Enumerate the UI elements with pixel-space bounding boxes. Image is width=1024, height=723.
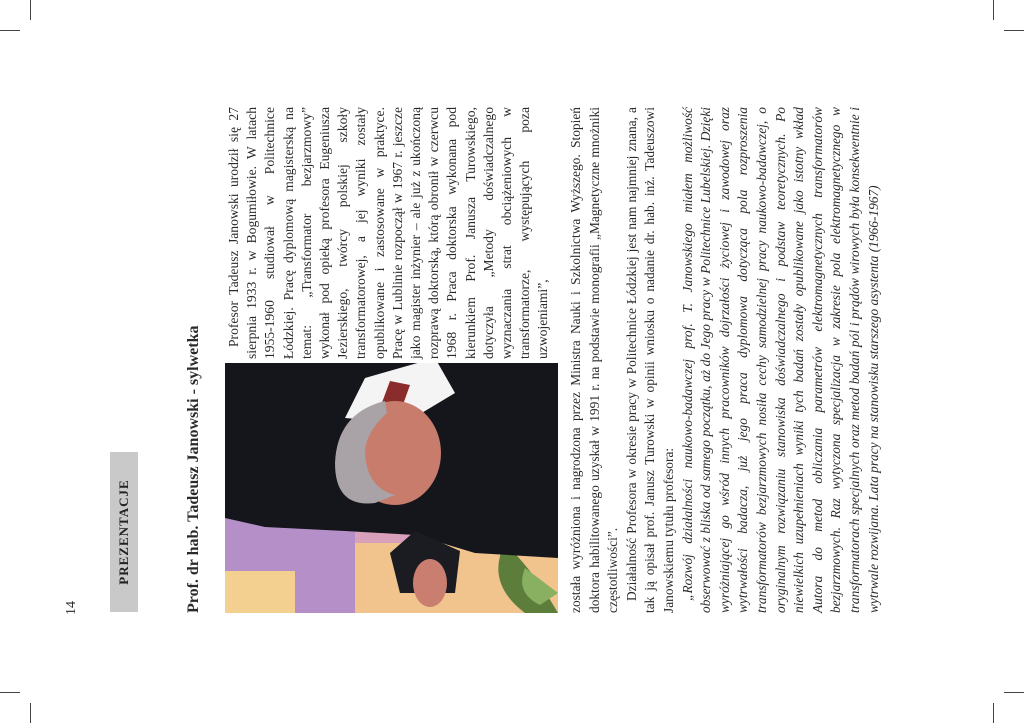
portrait-photo — [225, 363, 558, 613]
section-tag: PREZENTACJE — [110, 452, 138, 612]
article-title: Prof. dr hab. Tadeusz Janowski - sylwetka — [185, 325, 202, 613]
portrait-image — [225, 363, 558, 613]
paragraph: została wyróżniona i nagrodzona przez Ministra Nauki i Szkolnictwa Wyższego. Stopień doktora habilitowanego uzyskał w 1991 r. na podstawie monografii „Magnetyczne mnożniki częstotliwości”. — [568, 107, 621, 613]
article-body — [567, 107, 883, 613]
article-column: Profesor Tadeusz Janowski urodził się 27 sierpnia 1933 r. w Bogumiłowie. W latach 1955-1960 studiował w Politechnice Łódzkiej. Pracę dyplomową magisterską na temat: „Transformator bezjarzmowy” wykonał pod opieką profesora Eugeniusza Jezierskiego, twórcy polskiej szkoły transformatorowej, a jej wyniki zostały opublikowane i zastosowane w praktyce. Pracę w Lublinie rozpoczął w 1967 r. jeszcze jako magister inżynier – ale już z ukończoną rozprawą doktorską, którą obronił w czerwcu 1968 r. Praca doktorska wykonana pod kierunkiem Prof. Janusza Turowskiego, dotyczyła „Metody doświadczalnego wyznaczania strat obciążeniowych w transformatorze, występujących poza uzwojeniami”, — [226, 107, 551, 359]
quote-paragraph: „Rozwój działalności naukowo-badawczej prof. T. Janowskiego miałem możliwość obserwować z bliska od samego początku, aż do Jego pracy w Politechnice Lubelskiej. Dzięki wyróżniającej go wśród innych pracowników dojrzałości życiowej i zawodowej oraz wytrwałości badacza, już jego praca dyplomowa dotycząca pola rozproszenia transformatorów bezjarzmowych nosiła cechy samodzielnej pracy naukowo-badawczej, o oryginalnym rozwiązaniu stanowiska doświadczalnego i podstaw teoretycznych. Po niewielkich uzupełnieniach wyniki tych badań zostały opublikowane jako istotny wkład Autora do metod obliczania parametrów elektromagnetycznych transformatorów bezjarzmowych. Raz wytyczona specjalizacja w zakresie pola elektromagnetycznego w transformatorach specjalnych oraz metod badań pól i prądów wirowych była konsekwentnie i wytrwale rozwijana. Lata pracy na stanowisku starszego asystenta (1966-1967) — [679, 107, 881, 613]
page-number: 14 — [64, 601, 79, 615]
paragraph: Działalność Profesora w okresie pracy w Politechnice Łódzkiej jest nam najmniej znana, a tak ją opisał prof. Janusz Turowski w opinii wniosku o nadanie dr. hab. inż. Tadeuszowi Janowskiemu tytułu profesora: — [623, 107, 676, 613]
